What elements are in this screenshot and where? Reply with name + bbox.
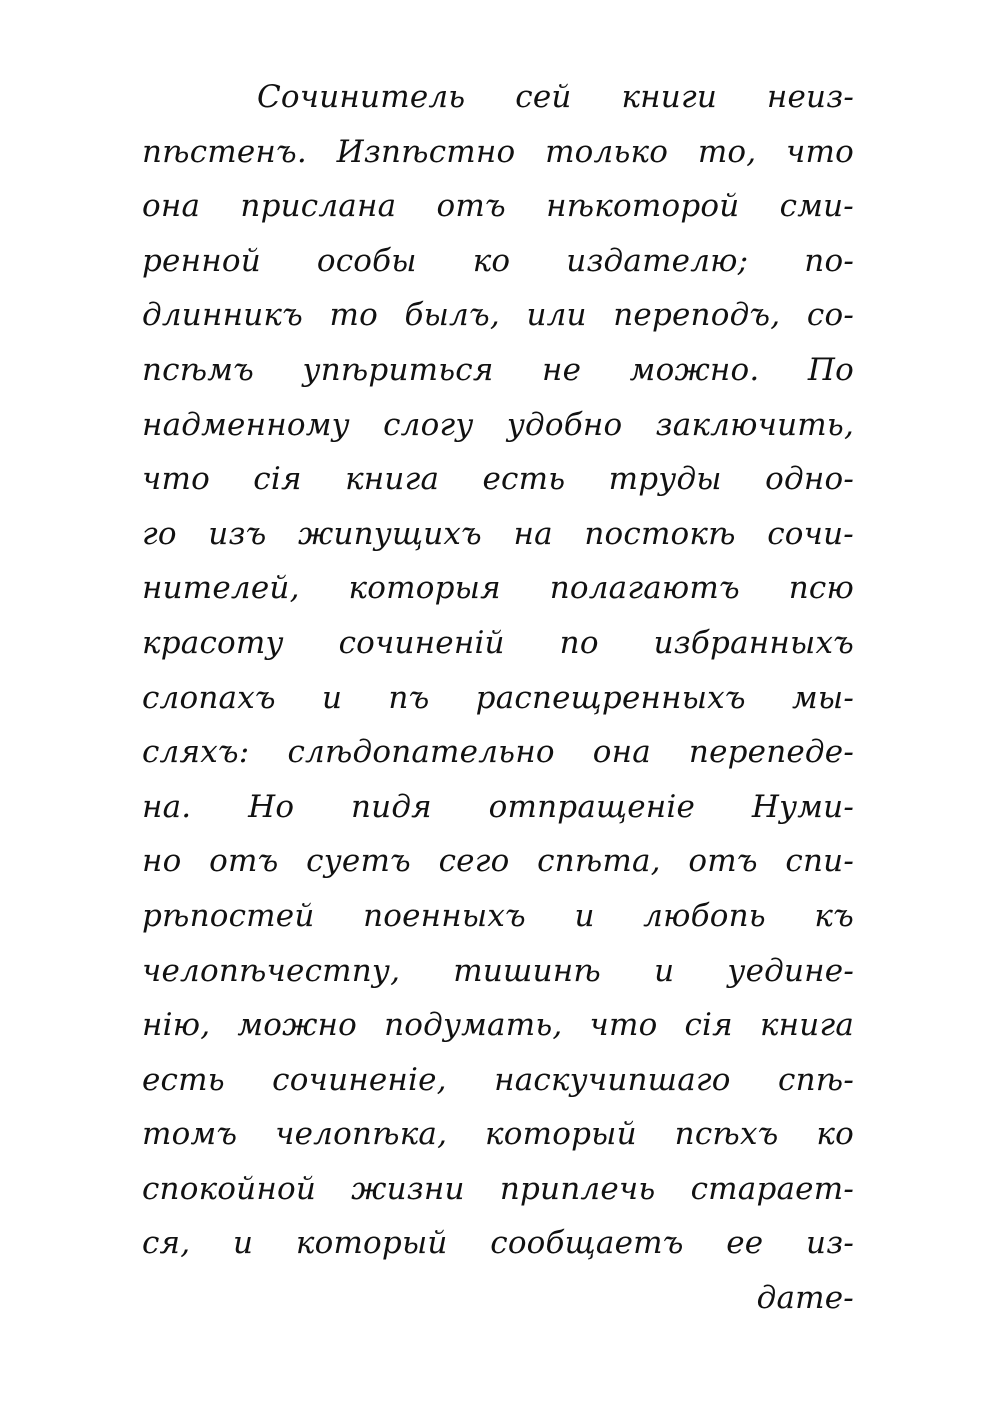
text-line: томъ челопѣка, который псѣхъ ко	[142, 1116, 854, 1153]
text-line: длинникъ то былъ, или перепoдъ, со-	[142, 297, 854, 334]
text-line: на. Но пидя отпращеніе Нуми-	[142, 788, 854, 825]
text-line: ренной особы ко издателю; по-	[142, 242, 854, 279]
text-line: но отъ суетъ сего спѣта, отъ спи-	[142, 843, 854, 880]
text-line: псѣмъ упѣриться не можно. По	[142, 351, 854, 388]
text-line: слопахъ и пъ распещренныхъ мы-	[142, 679, 854, 716]
text-line: спокойной жизни приплечь старает-	[142, 1170, 854, 1207]
text-line: что сія книга есть труды одно-	[142, 461, 854, 498]
text-line: го изъ жипущихъ на постокѣ сочи-	[142, 515, 854, 552]
text-line: ся, и который сообщаетъ ее из-	[142, 1225, 854, 1262]
text-line: пѣстенъ. Изпѣстно только то, что	[142, 133, 854, 170]
book-page-text	[142, 70, 854, 1326]
text-line: красоту сочиненій по избранныхъ	[142, 624, 854, 661]
text-line: рѣпостей поенныхъ и любопь къ	[142, 897, 854, 934]
text-line: есть сочиненіе, наскучипшаго спѣ-	[142, 1061, 854, 1098]
text-line: она прислана отъ нѣкоторой сми-	[142, 188, 854, 225]
text-line: сляхъ: слѣдопательно она перепеде-	[142, 734, 854, 771]
text-line: нителей, которыя полагаютъ псю	[142, 570, 854, 607]
text-line: нію, можно подумать, что сія книга	[142, 1007, 854, 1044]
text-line: надменному слогу удобно заключить,	[142, 406, 854, 443]
text-line: дате-	[756, 1280, 854, 1317]
text-line: челопѣчестпу, тишинѣ и уедине-	[142, 952, 854, 989]
text-line: Сочинитель сей книги неиз-	[257, 79, 854, 115]
